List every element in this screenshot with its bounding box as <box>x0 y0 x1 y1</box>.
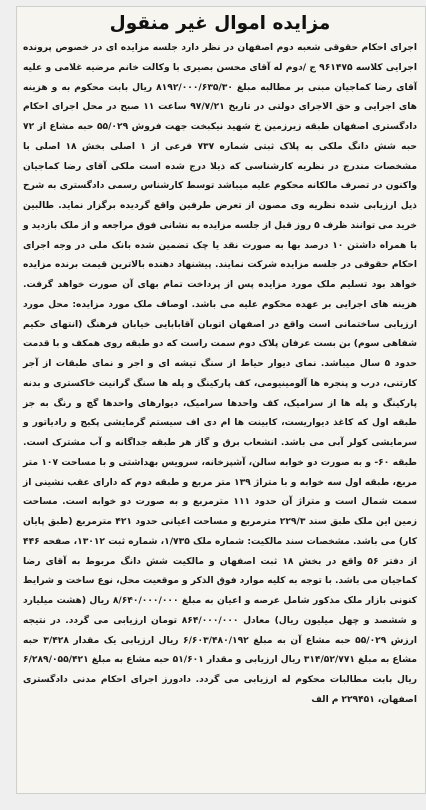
notice-title: مزایده اموال غیر منقول <box>109 13 331 34</box>
legal-notice <box>16 6 426 794</box>
notice-body: اجرای احکام حقوقی شعبه دوم اصفهان در نظر دارد جلسه مزایده ای در خصوص پرونده اجرایی کلاسه ۹۶۱۴۷۵ ج /دوم له آقای محسن بصیری با وکالت خانم مرضیه غلامی و علیه آقای رضا کماجیان مبنی بر مطالبه مبلغ ۸۱۹۲/۰۰۰/۶۳۵/۳۰ ریال بابت محکوم به و هزینه های اجرایی و حق الاجرای دولتی در تاریخ ۹۷/۷/۲۱ ساعت ۱۱ صبح در محل اجرای احکام دادگستری اصفهان طبقه زیرزمین خ شهید نیکبخت جهت فروش ۵۵/۰۲۹ حبه مشاع از ۷۲ حبه شش دانگ ملکی به پلاک ثبتی شماره ۷۳۷ فرعی از ۱ اصلی بخش ۱۸ اصلی با مشخصات مندرج در نظریه کارشناسی که ذیلا درج شده است ملکی آقای رضا کماجیان واکنون در تصرف مالکانه محکوم علیه میباشد توسط کارشناس رسمی دادگستری به شرح ذیل ارزیابی شده نظریه وی مصون از تعرض طرفین واقع گردیده برگزار نماید. طالبین خرید می توانند ظرف ۵ روز قبل از جلسه مزایده به نشانی فوق مراجعه و از ملک بازدید و با همراه داشتن ۱۰ درصد بها به صورت نقد یا چک تضمین شده بانک ملی در وجه اجرای احکام حقوقی در جلسه مزایده شرکت نمایند. پیشنهاد دهنده بالاترین قیمت برنده مزایده خواهد بود تسلیم ملک مورد مزایده پس از پرداخت تمام بهای آن صورت خواهد گرفت. هزینه های اجرایی بر عهده محکوم علیه می باشد. اوصاف ملک مورد مزایده: محل مورد ارزیابی ساختمانی است واقع در اصفهان اتوبان آقابابایی خیابان فرهنگ (انتهای حکیم شفاهی سوم) بن بست عرفان پلاک دوم سمت راست که دو طبقه روی همکف و با قدمت حدود ۵ سال میباشد. نمای دیوار حیاط از سنگ تیشه ای و اجر و نمای طبقات از آجر کارتنی، درب و پنجره ها آلومینیومی، کف پارکینگ و پله ها سنگ گرانیت خاکستری و بدنه پارکینگ و پله ها از سرامیک، کف واحدها سرامیک، دیوارهای واحدها گچ و رنگ به جز طبقه اول که کاغذ دیواریست، کابینت ها ام دی اف سیستم گرمایشی پکیج و رادیاتور و سرمایشی کولر آبی می باشد. انشعاب برق و گاز هر طبقه جداگانه و آب مشترک است. طبقه ۶۰- و به صورت دو خوابه سالن، آشپزخانه، سرویس بهداشتی و با مساحت ۱۰۷ متر مربع، طبقه اول سه خوابه و با متراژ ۱۳۹ متر مربع و طبقه دوم که دارای عقب نشینی از سمت شمال است و متراژ آن حدود ۱۱۱ مترمربع و به صورت دو خوابه است. مساحت زمین این ملک طبق سند ۲۲۹/۳ مترمربع و مساحت اعیانی حدود ۴۲۱ مترمربع (طبق پایان کار) می باشد. مشخصات سند مالکیت: شماره ملک ۱/۷۳۵، شماره ثبت ۱۳۰۱۲، صفحه ۴۴۶ از دفتر ۵۶ واقع در بخش ۱۸ ثبت اصفهان و مالکیت شش دانگ مربوط به آقای رضا کماجیان می باشد. با توجه به کلیه موارد فوق الذکر و موقعیت محل، نوع ساخت و شرایط کنونی بازار ملک مذکور شامل عرصه و اعیان به مبلغ ۸/۶۴۰/۰۰۰/۰۰۰ ریال (هشت میلیارد و ششصد و چهل میلیون ریال) معادل ۸۶۴/۰۰۰/۰۰۰ تومان ارزیابی می گردد. در نتیجه ارزش ۵۵/۰۲۹ حبه مشاع آن به مبلغ ۶/۶۰۳/۴۸۰/۱۹۲ ریال ارزیابی یک مقدار ۳/۴۲۸ حبه مشاع به مبلغ ۳۱۴/۵۲/۷۷۱ ریال ارزیابی و مقدار ۵۱/۶۰۱ حبه مشاع به مبلغ ۶/۲۸۹/۰۵۵/۴۲۱ ریال بابت مطالبات محکوم له ارزیابی می گردد. دادورز اجرای احکام مدنی دادگستری اصفهان، ۲۲۹۴۵۱ م الف <box>23 43 418 705</box>
